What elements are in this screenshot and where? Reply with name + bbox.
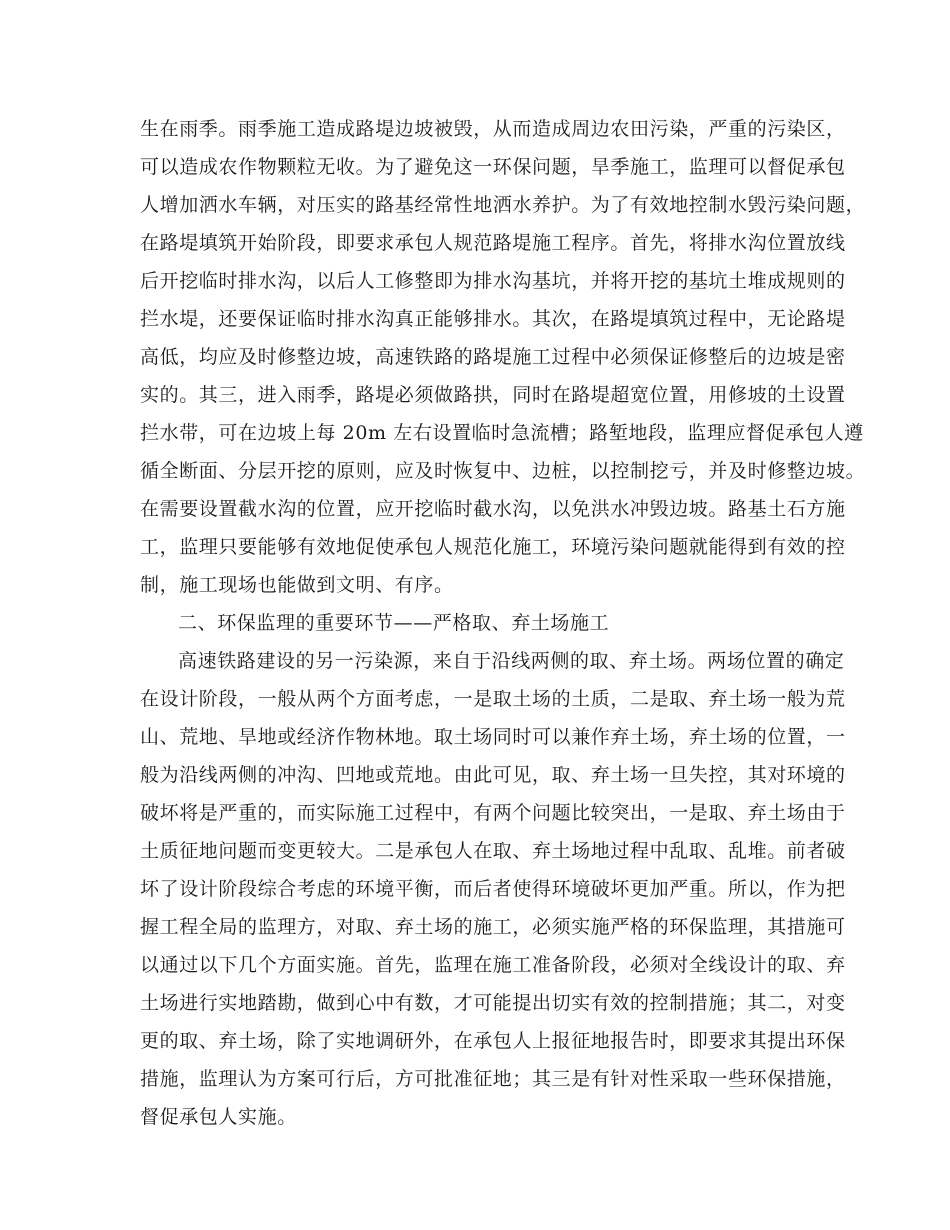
paragraph-line: 坏了设计阶段综合考虑的环境平衡，而后者使得环境破坏更加严重。所以，作为把 <box>140 878 846 900</box>
paragraph-line: 高速铁路建设的另一污染源，来自于沿线两侧的取、弃土场。两场位置的确定 <box>178 650 845 672</box>
paragraph-line: 人增加洒水车辆，对压实的路基经常性地洒水养护。为了有效地控制水毁污染问题， <box>140 194 866 216</box>
paragraph-line: 以通过以下几个方面实施。首先，监理在施工准备阶段，必须对全线设计的取、弃 <box>140 954 846 976</box>
paragraph-line: 在需要设置截水沟的位置，应开挖临时截水沟，以免洪水冲毁边坡。路基土石方施 <box>140 498 846 520</box>
paragraph-line: 土质征地问题而变更较大。二是承包人在取、弃土场地过程中乱取、乱堆。前者破 <box>140 840 846 862</box>
paragraph-line: 循全断面、分层开挖的原则，应及时恢复中、边桩，以控制挖亏，并及时修整边坡。 <box>140 460 866 482</box>
paragraph-line: 制，施工现场也能做到文明、有序。 <box>140 574 454 596</box>
paragraph-line: 握工程全局的监理方，对取、弃土场的施工，必须实施严格的环保监理，其措施可 <box>140 916 846 938</box>
paragraph-line: 土场进行实地踏勘，做到心中有数，才可能提出切实有效的控制措施；其二，对变 <box>140 992 846 1014</box>
paragraph-line: 后开挖临时排水沟，以后人工修整即为排水沟基坑，并将开挖的基坑土堆成规则的 <box>140 270 846 292</box>
paragraph-line: 破坏将是严重的，而实际施工过程中，有两个问题比较突出，一是取、弃土场由于 <box>140 802 846 824</box>
paragraph-line: 拦水堤，还要保证临时排水沟真正能够排水。其次，在路堤填筑过程中，无论路堤 <box>140 308 846 330</box>
paragraph-line: 可以造成农作物颗粒无收。为了避免这一环保问题，旱季施工，监理可以督促承包 <box>140 156 846 178</box>
paragraph-line: 高低，均应及时修整边坡，高速铁路的路堤施工过程中必须保证修整后的边坡是密 <box>140 346 846 368</box>
paragraph-line: 实的。其三，进入雨季，路堤必须做路拱，同时在路堤超宽位置，用修坡的土设置 <box>140 384 846 406</box>
paragraph-line: 拦水带，可在边坡上每 20m 左右设置临时急流槽；路堑地段，监理应督促承包人遵 <box>140 422 864 444</box>
paragraph-line: 在设计阶段，一般从两个方面考虑，一是取土场的土质，二是取、弃土场一般为荒 <box>140 688 846 710</box>
paragraph-line: 措施，监理认为方案可行后，方可批准征地；其三是有针对性采取一些环保措施， <box>140 1068 846 1090</box>
paragraph-line: 督促承包人实施。 <box>140 1106 297 1128</box>
paragraph-line: 般为沿线两侧的冲沟、凹地或荒地。由此可见，取、弃土场一旦失控，其对环境的 <box>140 764 846 786</box>
section-heading: 二、环保监理的重要环节——严格取、弃土场施工 <box>178 612 610 634</box>
paragraph-line: 山、荒地、旱地或经济作物林地。取土场同时可以兼作弃土场，弃土场的位置，一 <box>140 726 846 748</box>
paragraph-line: 工，监理只要能够有效地促使承包人规范化施工，环境污染问题就能得到有效的控 <box>140 536 846 558</box>
paragraph-line: 更的取、弃土场，除了实地调研外，在承包人上报征地报告时，即要求其提出环保 <box>140 1030 846 1052</box>
paragraph-line: 生在雨季。雨季施工造成路堤边坡被毁，从而造成周边农田污染，严重的污染区， <box>140 118 846 140</box>
paragraph-line: 在路堤填筑开始阶段，即要求承包人规范路堤施工程序。首先，将排水沟位置放线 <box>140 232 846 254</box>
